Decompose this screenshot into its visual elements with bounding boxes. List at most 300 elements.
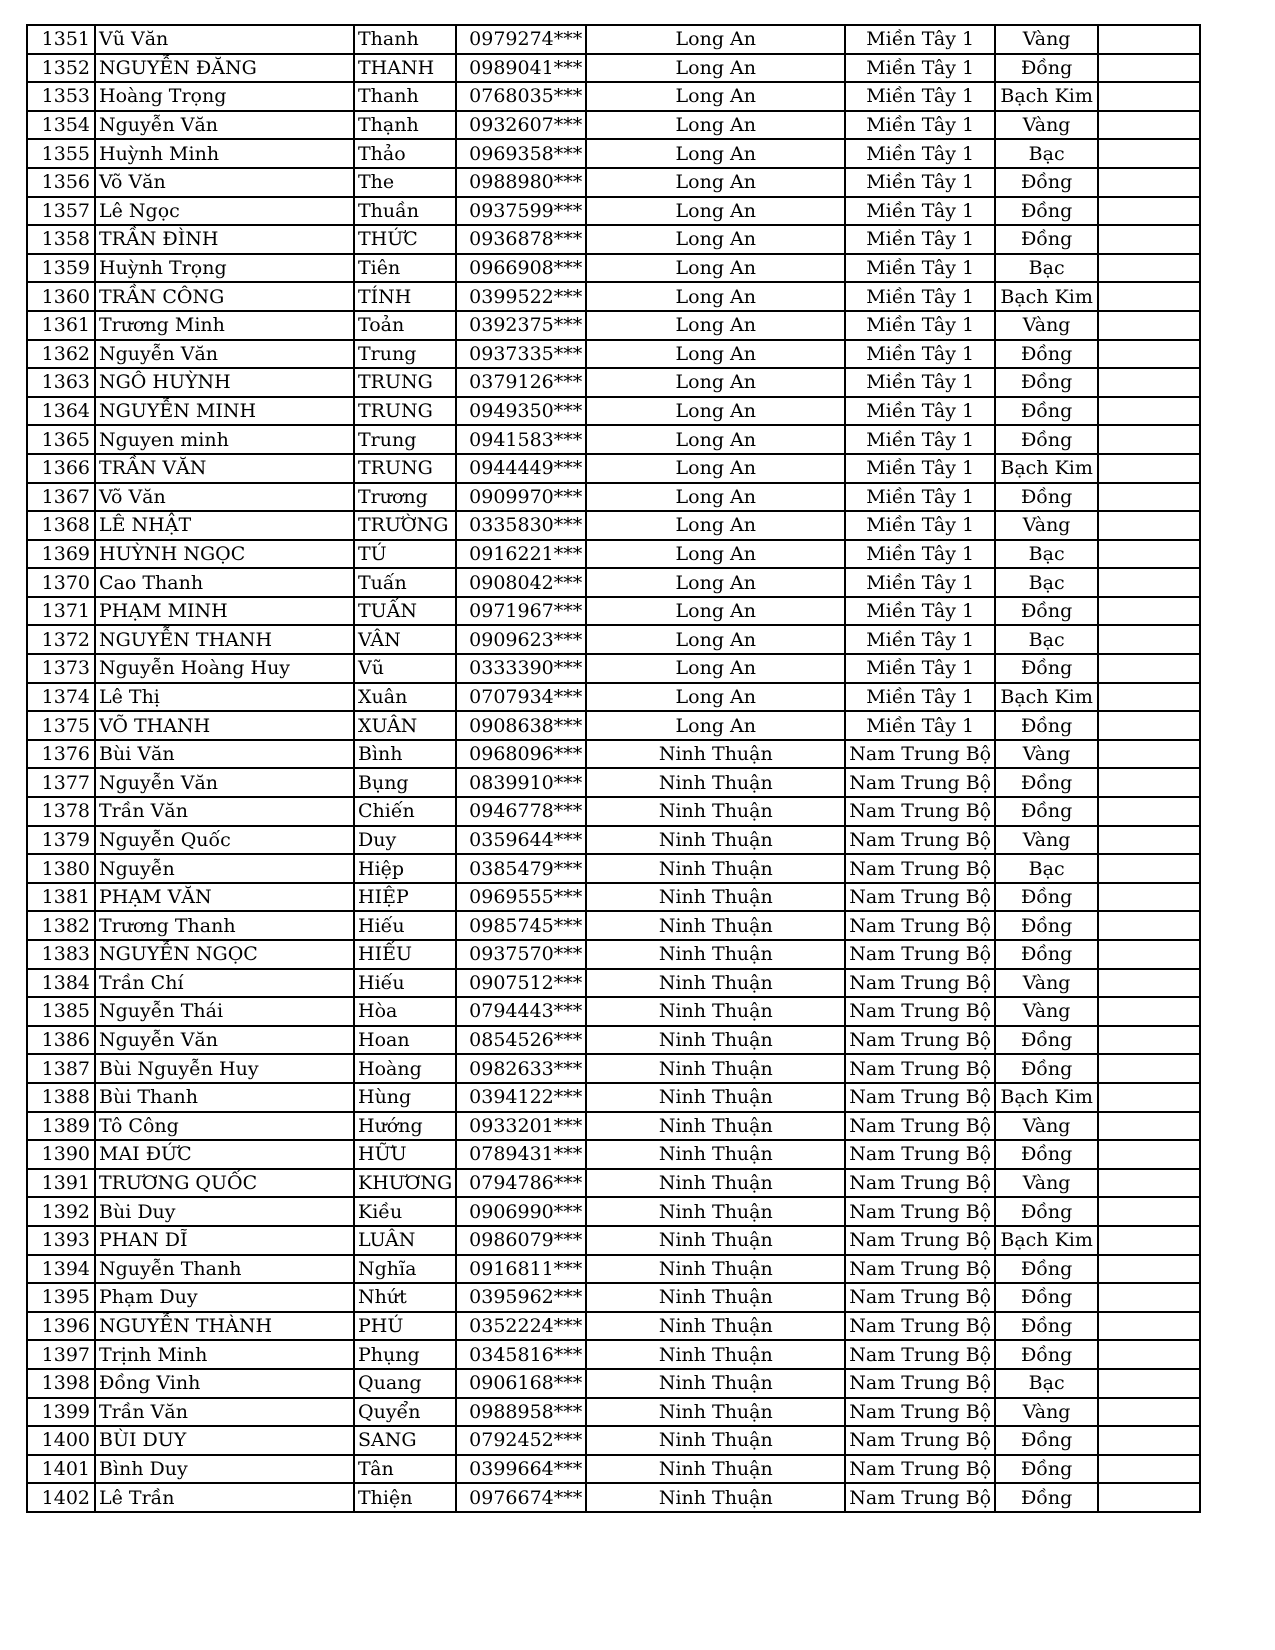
last-name: Cao Thanh: [95, 568, 354, 597]
region: Nam Trung Bộ: [845, 1169, 995, 1198]
last-name: Bùi Duy: [95, 1197, 354, 1226]
province: Ninh Thuận: [586, 1026, 845, 1055]
table-row: [27, 654, 1200, 683]
phone-number: 0792452***: [456, 1426, 586, 1455]
row-number: 1399: [27, 1398, 95, 1427]
phone-number: 0908042***: [456, 568, 586, 597]
tier: Đồng: [995, 654, 1098, 683]
province: Long An: [586, 597, 845, 626]
first-name: Tân: [354, 1455, 456, 1484]
first-name: Quang: [354, 1369, 456, 1398]
blank-cell: [1098, 711, 1200, 740]
region: Miền Tây 1: [845, 654, 995, 683]
first-name: TRƯỜNG: [354, 511, 456, 540]
first-name: Kiều: [354, 1197, 456, 1226]
last-name: Võ Văn: [95, 168, 354, 197]
region: Miền Tây 1: [845, 340, 995, 369]
blank-cell: [1098, 397, 1200, 426]
phone-number: 0937570***: [456, 940, 586, 969]
tier: Vàng: [995, 969, 1098, 998]
last-name: LÊ NHẬT: [95, 511, 354, 540]
phone-number: 0352224***: [456, 1312, 586, 1341]
tier: Đồng: [995, 368, 1098, 397]
first-name: TRUNG: [354, 454, 456, 483]
first-name: SANG: [354, 1426, 456, 1455]
tier: Bạc: [995, 254, 1098, 283]
first-name: HIỆP: [354, 883, 456, 912]
last-name: Võ Văn: [95, 483, 354, 512]
phone-number: 0986079***: [456, 1226, 586, 1255]
region: Nam Trung Bộ: [845, 1197, 995, 1226]
blank-cell: [1098, 54, 1200, 83]
province: Long An: [586, 483, 845, 512]
blank-cell: [1098, 1169, 1200, 1198]
region: Nam Trung Bộ: [845, 969, 995, 998]
last-name: Phạm Duy: [95, 1283, 354, 1312]
last-name: Bình Duy: [95, 1455, 354, 1484]
first-name: Toản: [354, 311, 456, 340]
last-name: Nguyễn Thái: [95, 997, 354, 1026]
phone-number: 0979274***: [456, 25, 586, 54]
table-row: [27, 25, 1200, 54]
last-name: Nguyễn: [95, 854, 354, 883]
table-row: [27, 197, 1200, 226]
region: Miền Tây 1: [845, 511, 995, 540]
province: Ninh Thuận: [586, 940, 845, 969]
tier: Đồng: [995, 425, 1098, 454]
last-name: Đồng Vinh: [95, 1369, 354, 1398]
last-name: Vũ Văn: [95, 25, 354, 54]
region: Miền Tây 1: [845, 54, 995, 83]
phone-number: 0395962***: [456, 1283, 586, 1312]
blank-cell: [1098, 311, 1200, 340]
first-name: Bụng: [354, 768, 456, 797]
region: Nam Trung Bộ: [845, 1426, 995, 1455]
first-name: Hướng: [354, 1112, 456, 1141]
tier: Đồng: [995, 911, 1098, 940]
tier: Bạc: [995, 568, 1098, 597]
tier: Đồng: [995, 711, 1098, 740]
tier: Đồng: [995, 768, 1098, 797]
blank-cell: [1098, 940, 1200, 969]
last-name: NGÔ HUỲNH: [95, 368, 354, 397]
row-number: 1369: [27, 540, 95, 569]
tier: Bạch Kim: [995, 1226, 1098, 1255]
region: Nam Trung Bộ: [845, 1054, 995, 1083]
table-row: [27, 797, 1200, 826]
region: Miền Tây 1: [845, 139, 995, 168]
province: Long An: [586, 683, 845, 712]
results-table: [26, 24, 1201, 1513]
phone-number: 0988980***: [456, 168, 586, 197]
last-name: Nguyễn Văn: [95, 1026, 354, 1055]
province: Long An: [586, 654, 845, 683]
region: Nam Trung Bộ: [845, 854, 995, 883]
last-name: Lê Ngọc: [95, 197, 354, 226]
table-row: [27, 711, 1200, 740]
first-name: HỮU: [354, 1140, 456, 1169]
first-name: Hoàng: [354, 1054, 456, 1083]
first-name: Thanh: [354, 82, 456, 111]
blank-cell: [1098, 1483, 1200, 1512]
phone-number: 0916221***: [456, 540, 586, 569]
region: Miền Tây 1: [845, 25, 995, 54]
last-name: PHAN DĨ: [95, 1226, 354, 1255]
region: Miền Tây 1: [845, 625, 995, 654]
table-row: [27, 368, 1200, 397]
table-row: [27, 826, 1200, 855]
region: Nam Trung Bộ: [845, 883, 995, 912]
region: Nam Trung Bộ: [845, 997, 995, 1026]
blank-cell: [1098, 597, 1200, 626]
last-name: Huỳnh Minh: [95, 139, 354, 168]
blank-cell: [1098, 854, 1200, 883]
region: Nam Trung Bộ: [845, 1340, 995, 1369]
tier: Vàng: [995, 1169, 1098, 1198]
table-row: [27, 940, 1200, 969]
first-name: THANH: [354, 54, 456, 83]
blank-cell: [1098, 740, 1200, 769]
first-name: Hoan: [354, 1026, 456, 1055]
row-number: 1397: [27, 1340, 95, 1369]
phone-number: 0794786***: [456, 1169, 586, 1198]
last-name: Trần Văn: [95, 797, 354, 826]
row-number: 1392: [27, 1197, 95, 1226]
region: Nam Trung Bộ: [845, 1455, 995, 1484]
last-name: NGUYỄN ĐĂNG: [95, 54, 354, 83]
blank-cell: [1098, 1226, 1200, 1255]
phone-number: 0839910***: [456, 768, 586, 797]
blank-cell: [1098, 368, 1200, 397]
blank-cell: [1098, 511, 1200, 540]
row-number: 1390: [27, 1140, 95, 1169]
region: Nam Trung Bộ: [845, 740, 995, 769]
table-row: [27, 82, 1200, 111]
row-number: 1400: [27, 1426, 95, 1455]
blank-cell: [1098, 454, 1200, 483]
first-name: Duy: [354, 826, 456, 855]
table-row: [27, 168, 1200, 197]
phone-number: 0906168***: [456, 1369, 586, 1398]
blank-cell: [1098, 797, 1200, 826]
province: Ninh Thuận: [586, 1083, 845, 1112]
row-number: 1389: [27, 1112, 95, 1141]
first-name: Thảo: [354, 139, 456, 168]
province: Ninh Thuận: [586, 1054, 845, 1083]
blank-cell: [1098, 139, 1200, 168]
tier: Vàng: [995, 311, 1098, 340]
province: Long An: [586, 368, 845, 397]
province: Long An: [586, 311, 845, 340]
table-row: [27, 282, 1200, 311]
table-row: [27, 397, 1200, 426]
first-name: Chiến: [354, 797, 456, 826]
row-number: 1395: [27, 1283, 95, 1312]
tier: Đồng: [995, 1140, 1098, 1169]
blank-cell: [1098, 1197, 1200, 1226]
province: Ninh Thuận: [586, 1197, 845, 1226]
blank-cell: [1098, 883, 1200, 912]
row-number: 1352: [27, 54, 95, 83]
last-name: TRẦN ĐÌNH: [95, 225, 354, 254]
region: Nam Trung Bộ: [845, 1112, 995, 1141]
phone-number: 0941583***: [456, 425, 586, 454]
phone-number: 0907512***: [456, 969, 586, 998]
last-name: Bùi Văn: [95, 740, 354, 769]
tier: Đồng: [995, 1312, 1098, 1341]
region: Nam Trung Bộ: [845, 797, 995, 826]
table-row: [27, 1312, 1200, 1341]
province: Ninh Thuận: [586, 997, 845, 1026]
table-row: [27, 1455, 1200, 1484]
first-name: Thiện: [354, 1483, 456, 1512]
first-name: VÂN: [354, 625, 456, 654]
blank-cell: [1098, 1140, 1200, 1169]
last-name: Nguyễn Thanh: [95, 1255, 354, 1284]
region: Miền Tây 1: [845, 454, 995, 483]
phone-number: 0985745***: [456, 911, 586, 940]
region: Nam Trung Bộ: [845, 1483, 995, 1512]
tier: Đồng: [995, 1255, 1098, 1284]
tier: Đồng: [995, 483, 1098, 512]
table-row: [27, 740, 1200, 769]
row-number: 1360: [27, 282, 95, 311]
first-name: Hùng: [354, 1083, 456, 1112]
phone-number: 0909970***: [456, 483, 586, 512]
province: Long An: [586, 282, 845, 311]
blank-cell: [1098, 969, 1200, 998]
province: Ninh Thuận: [586, 740, 845, 769]
region: Miền Tây 1: [845, 397, 995, 426]
row-number: 1374: [27, 683, 95, 712]
table-row: [27, 911, 1200, 940]
tier: Đồng: [995, 1455, 1098, 1484]
phone-number: 0392375***: [456, 311, 586, 340]
region: Miền Tây 1: [845, 540, 995, 569]
region: Miền Tây 1: [845, 282, 995, 311]
last-name: Nguyễn Hoàng Huy: [95, 654, 354, 683]
blank-cell: [1098, 1283, 1200, 1312]
last-name: TRƯƠNG QUỐC: [95, 1169, 354, 1198]
first-name: Tuấn: [354, 568, 456, 597]
phone-number: 0937599***: [456, 197, 586, 226]
tier: Đồng: [995, 597, 1098, 626]
row-number: 1362: [27, 340, 95, 369]
row-number: 1381: [27, 883, 95, 912]
first-name: Trương: [354, 483, 456, 512]
phone-number: 0949350***: [456, 397, 586, 426]
province: Ninh Thuận: [586, 1255, 845, 1284]
last-name: Nguyen minh: [95, 425, 354, 454]
last-name: Trịnh Minh: [95, 1340, 354, 1369]
blank-cell: [1098, 1340, 1200, 1369]
province: Ninh Thuận: [586, 1369, 845, 1398]
region: Miền Tây 1: [845, 711, 995, 740]
tier: Bạch Kim: [995, 683, 1098, 712]
row-number: 1384: [27, 969, 95, 998]
table-row: [27, 111, 1200, 140]
first-name: TUẤN: [354, 597, 456, 626]
table-row: [27, 340, 1200, 369]
row-number: 1376: [27, 740, 95, 769]
region: Nam Trung Bộ: [845, 940, 995, 969]
region: Nam Trung Bộ: [845, 911, 995, 940]
table-row: [27, 1255, 1200, 1284]
region: Miền Tây 1: [845, 425, 995, 454]
tier: Đồng: [995, 225, 1098, 254]
blank-cell: [1098, 768, 1200, 797]
table-row: [27, 1112, 1200, 1141]
tier: Vàng: [995, 25, 1098, 54]
first-name: PHÚ: [354, 1312, 456, 1341]
row-number: 1367: [27, 483, 95, 512]
province: Long An: [586, 454, 845, 483]
phone-number: 0789431***: [456, 1140, 586, 1169]
tier: Bạc: [995, 854, 1098, 883]
tier: Bạch Kim: [995, 82, 1098, 111]
tier: Bạch Kim: [995, 282, 1098, 311]
first-name: HIẾU: [354, 940, 456, 969]
phone-number: 0379126***: [456, 368, 586, 397]
tier: Vàng: [995, 826, 1098, 855]
row-number: 1386: [27, 1026, 95, 1055]
first-name: Hiệp: [354, 854, 456, 883]
row-number: 1358: [27, 225, 95, 254]
row-number: 1371: [27, 597, 95, 626]
region: Miền Tây 1: [845, 368, 995, 397]
last-name: Lê Trần: [95, 1483, 354, 1512]
province: Ninh Thuận: [586, 969, 845, 998]
tier: Vàng: [995, 997, 1098, 1026]
blank-cell: [1098, 1083, 1200, 1112]
table-row: [27, 854, 1200, 883]
region: Miền Tây 1: [845, 82, 995, 111]
first-name: The: [354, 168, 456, 197]
province: Long An: [586, 82, 845, 111]
table-row: [27, 1340, 1200, 1369]
row-number: 1354: [27, 111, 95, 140]
province: Long An: [586, 54, 845, 83]
phone-number: 0976674***: [456, 1483, 586, 1512]
tier: Vàng: [995, 111, 1098, 140]
last-name: Nguyễn Văn: [95, 111, 354, 140]
tier: Đồng: [995, 197, 1098, 226]
tier: Đồng: [995, 168, 1098, 197]
row-number: 1368: [27, 511, 95, 540]
first-name: TÚ: [354, 540, 456, 569]
phone-number: 0399664***: [456, 1455, 586, 1484]
province: Long An: [586, 111, 845, 140]
table-row: [27, 311, 1200, 340]
table-row: [27, 883, 1200, 912]
first-name: KHƯƠNG: [354, 1169, 456, 1198]
province: Ninh Thuận: [586, 854, 845, 883]
table-row: [27, 1026, 1200, 1055]
blank-cell: [1098, 1026, 1200, 1055]
table-row: [27, 254, 1200, 283]
tier: Vàng: [995, 511, 1098, 540]
phone-number: 0968096***: [456, 740, 586, 769]
row-number: 1357: [27, 197, 95, 226]
row-number: 1385: [27, 997, 95, 1026]
region: Nam Trung Bộ: [845, 1369, 995, 1398]
province: Ninh Thuận: [586, 883, 845, 912]
table-row: [27, 625, 1200, 654]
table-row: [27, 1226, 1200, 1255]
row-number: 1351: [27, 25, 95, 54]
row-number: 1375: [27, 711, 95, 740]
first-name: Thạnh: [354, 111, 456, 140]
province: Long An: [586, 139, 845, 168]
phone-number: 0988958***: [456, 1398, 586, 1427]
table-row: [27, 997, 1200, 1026]
province: Long An: [586, 425, 845, 454]
blank-cell: [1098, 225, 1200, 254]
last-name: Trương Thanh: [95, 911, 354, 940]
row-number: 1370: [27, 568, 95, 597]
table-row: [27, 540, 1200, 569]
tier: Vàng: [995, 740, 1098, 769]
first-name: Quyển: [354, 1398, 456, 1427]
row-number: 1393: [27, 1226, 95, 1255]
table-row: [27, 683, 1200, 712]
phone-number: 0969358***: [456, 139, 586, 168]
table-row: [27, 225, 1200, 254]
phone-number: 0768035***: [456, 82, 586, 111]
table-row: [27, 511, 1200, 540]
province: Ninh Thuận: [586, 1426, 845, 1455]
blank-cell: [1098, 340, 1200, 369]
province: Long An: [586, 254, 845, 283]
table-body: [27, 25, 1200, 1512]
province: Long An: [586, 397, 845, 426]
province: Long An: [586, 540, 845, 569]
blank-cell: [1098, 254, 1200, 283]
phone-number: 0909623***: [456, 625, 586, 654]
last-name: BÙI DUY: [95, 1426, 354, 1455]
region: Nam Trung Bộ: [845, 1283, 995, 1312]
phone-number: 0916811***: [456, 1255, 586, 1284]
tier: Đồng: [995, 1340, 1098, 1369]
phone-number: 0333390***: [456, 654, 586, 683]
blank-cell: [1098, 625, 1200, 654]
region: Nam Trung Bộ: [845, 1255, 995, 1284]
tier: Vàng: [995, 1112, 1098, 1141]
row-number: 1398: [27, 1369, 95, 1398]
table-row: [27, 1369, 1200, 1398]
region: Miền Tây 1: [845, 683, 995, 712]
first-name: Hiếu: [354, 969, 456, 998]
last-name: NGUYỄN MINH: [95, 397, 354, 426]
first-name: Trung: [354, 340, 456, 369]
row-number: 1379: [27, 826, 95, 855]
last-name: Lê Thị: [95, 683, 354, 712]
phone-number: 0966908***: [456, 254, 586, 283]
tier: Đồng: [995, 797, 1098, 826]
row-number: 1396: [27, 1312, 95, 1341]
province: Long An: [586, 625, 845, 654]
blank-cell: [1098, 1455, 1200, 1484]
province: Ninh Thuận: [586, 1283, 845, 1312]
table-row: [27, 54, 1200, 83]
table-row: [27, 1083, 1200, 1112]
last-name: NGUYỄN THÀNH: [95, 1312, 354, 1341]
phone-number: 0933201***: [456, 1112, 586, 1141]
row-number: 1394: [27, 1255, 95, 1284]
row-number: 1380: [27, 854, 95, 883]
last-name: PHẠM VĂN: [95, 883, 354, 912]
first-name: THỨC: [354, 225, 456, 254]
